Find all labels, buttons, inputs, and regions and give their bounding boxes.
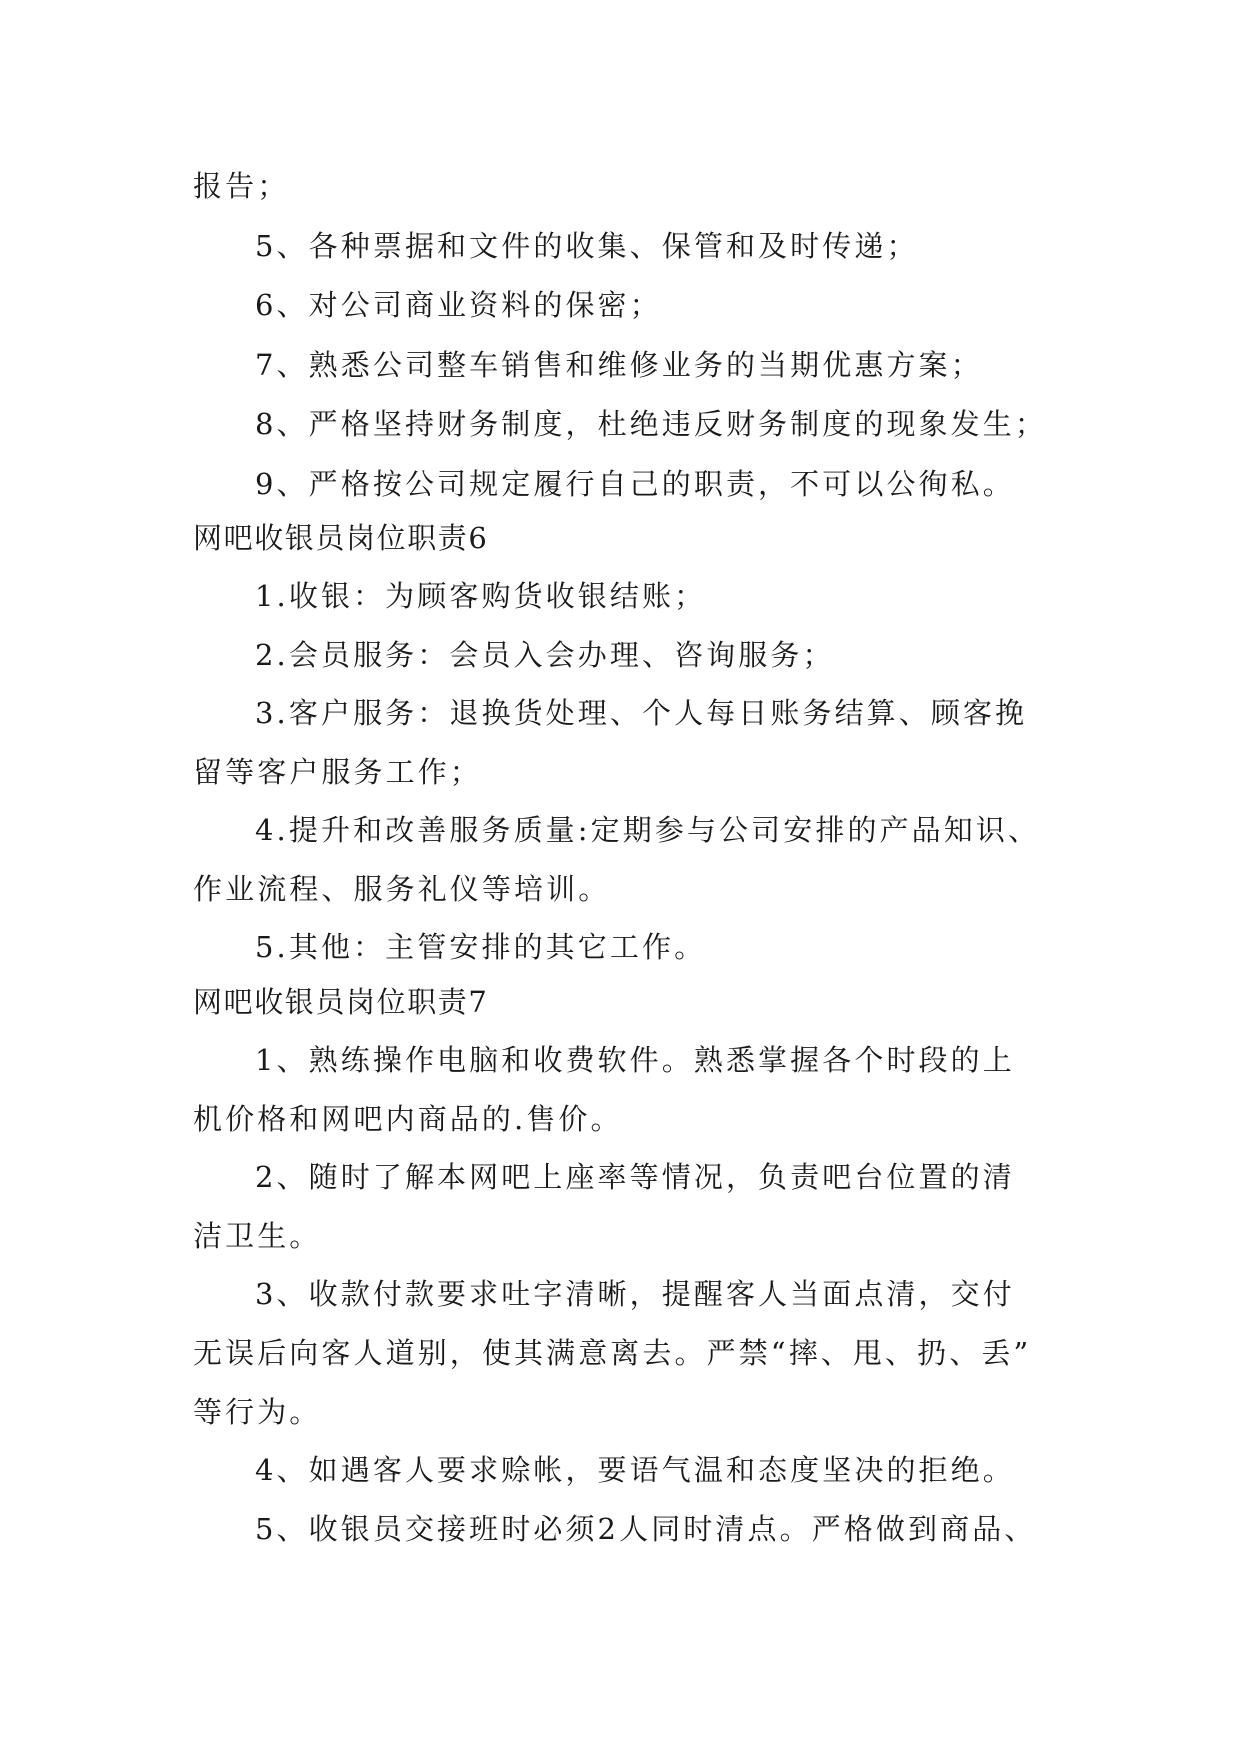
list-item-continuation: 洁卫生。	[193, 1219, 322, 1253]
list-item-continuation: 无误后向客人道别，使其满意离去。严禁“摔、甩、扔、丢”	[193, 1336, 1032, 1370]
list-item: 5、收银员交接班时必须2人同时清点。严格做到商品、	[255, 1512, 1037, 1546]
list-item: 9、严格按公司规定履行自己的职责，不可以公徇私。	[255, 467, 1015, 501]
list-item: 5、各种票据和文件的收集、保管和及时传递；	[255, 229, 919, 263]
list-item-continuation: 留等客户服务工作；	[193, 755, 482, 789]
list-item: 3.客户服务：退换货处理、个人每日账务结算、顾客挽	[255, 696, 1028, 730]
list-item: 2.会员服务：会员入会办理、咨询服务；	[255, 638, 835, 672]
list-item-continuation: 机价格和网吧内商品的.售价。	[193, 1102, 623, 1136]
section-heading: 网吧收银员岗位职责7	[193, 985, 489, 1019]
text-line: 报告；	[193, 169, 290, 203]
list-item-continuation: 等行为。	[193, 1395, 322, 1429]
list-item: 1、熟练操作电脑和收费软件。熟悉掌握各个时段的上	[255, 1043, 1015, 1077]
list-item: 4、如遇客人要求赊帐，要语气温和态度坚决的拒绝。	[255, 1453, 1015, 1487]
section-heading: 网吧收银员岗位职责6	[193, 521, 489, 555]
list-item: 4.提升和改善服务质量:定期参与公司安排的产品知识、	[255, 813, 1041, 847]
list-item: 6、对公司商业资料的保密；	[255, 288, 662, 322]
list-item: 1.收银：为顾客购货收银结账；	[255, 579, 707, 613]
list-item-continuation: 作业流程、服务礼仪等培训。	[193, 872, 611, 906]
list-item: 2、随时了解本网吧上座率等情况，负责吧台位置的清	[255, 1160, 1015, 1194]
list-item: 7、熟悉公司整车销售和维修业务的当期优惠方案；	[255, 348, 983, 382]
list-item: 3、收款付款要求吐字清晰，提醒客人当面点清，交付	[255, 1277, 1015, 1311]
list-item: 8、严格坚持财务制度，杜绝违反财务制度的现象发生；	[255, 407, 1047, 441]
list-item: 5.其他：主管安排的其它工作。	[255, 930, 707, 964]
